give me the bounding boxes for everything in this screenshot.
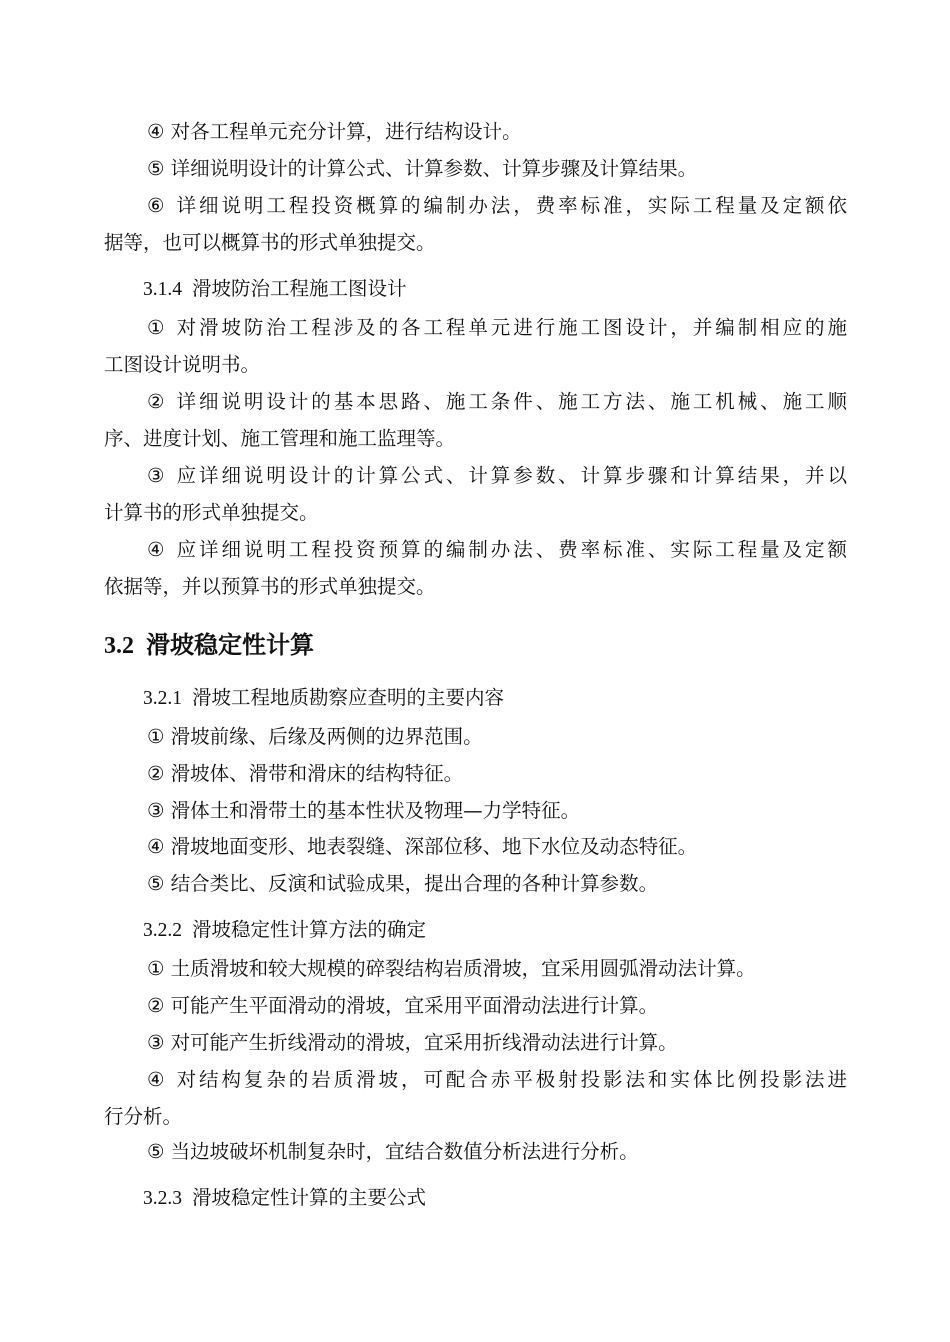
subsection-heading-3-2-1 bbox=[143, 685, 504, 712]
subsection-number: 3.2.1 bbox=[143, 688, 182, 709]
subsection-heading-3-2-2 bbox=[143, 917, 426, 944]
subsection-title: 滑坡稳定性计算方法的确定 bbox=[192, 918, 427, 941]
list-item: ② 详细说明设计的基本思路、施工条件、施工方法、施工机械、施工顺 bbox=[147, 390, 847, 413]
subsection-number: 3.1.4 bbox=[143, 279, 182, 300]
subsection-heading-3-2-3 bbox=[143, 1185, 426, 1212]
list-item-continuation: 工图设计说明书。 bbox=[104, 353, 261, 376]
list-item: ③ 应详细说明设计的计算公式、计算参数、计算步骤和计算结果，并以 bbox=[147, 464, 847, 487]
list-item-continuation: 行分析。 bbox=[104, 1105, 183, 1128]
list-item-continuation: 据等，也可以概算书的形式单独提交。 bbox=[104, 231, 436, 254]
section-heading-3-2 bbox=[104, 629, 314, 662]
list-item: ④ 对结构复杂的岩质滑坡，可配合赤平极射投影法和实体比例投影法进 bbox=[147, 1068, 847, 1091]
list-item-continuation: 序、进度计划、施工管理和施工监理等。 bbox=[104, 427, 456, 450]
list-item: ④ 滑坡地面变形、地表裂缝、深部位移、地下水位及动态特征。 bbox=[147, 835, 698, 858]
subsection-title: 滑坡稳定性计算的主要公式 bbox=[192, 1186, 427, 1209]
list-item: ⑥ 详细说明工程投资概算的编制办法，费率标准，实际工程量及定额依 bbox=[147, 194, 847, 217]
list-item-continuation: 依据等，并以预算书的形式单独提交。 bbox=[104, 575, 436, 598]
subsection-heading-3-1-4 bbox=[143, 276, 407, 303]
subsection-title: 滑坡工程地质勘察应查明的主要内容 bbox=[192, 686, 505, 709]
list-item: ① 对滑坡防治工程涉及的各工程单元进行施工图设计，并编制相应的施 bbox=[147, 316, 847, 339]
section-title: 滑坡稳定性计算 bbox=[146, 631, 314, 659]
subsection-number: 3.2.3 bbox=[143, 1188, 182, 1209]
list-item: ④ 应详细说明工程投资预算的编制办法、费率标准、实际工程量及定额 bbox=[147, 538, 847, 561]
list-item: ③ 对可能产生折线滑动的滑坡，宜采用折线滑动法进行计算。 bbox=[147, 1031, 678, 1054]
subsection-title: 滑坡防治工程施工图设计 bbox=[192, 277, 407, 300]
list-item: ② 滑坡体、滑带和滑床的结构特征。 bbox=[147, 762, 464, 785]
list-item: ② 可能产生平面滑动的滑坡，宜采用平面滑动法进行计算。 bbox=[147, 994, 659, 1017]
subsection-number: 3.2.2 bbox=[143, 920, 182, 941]
list-item: ③ 滑体土和滑带土的基本性状及物理—力学特征。 bbox=[147, 799, 581, 822]
list-item: ④ 对各工程单元充分计算，进行结构设计。 bbox=[147, 120, 522, 143]
list-item: ① 滑坡前缘、后缘及两侧的边界范围。 bbox=[147, 725, 483, 748]
list-item: ⑤ 当边坡破坏机制复杂时，宜结合数值分析法进行分析。 bbox=[147, 1140, 639, 1163]
list-item-continuation: 计算书的形式单独提交。 bbox=[104, 501, 319, 524]
section-number: 3.2 bbox=[104, 633, 134, 659]
list-item: ① 土质滑坡和较大规模的碎裂结构岩质滑坡，宜采用圆弧滑动法计算。 bbox=[147, 957, 756, 980]
list-item: ⑤ 详细说明设计的计算公式、计算参数、计算步骤及计算结果。 bbox=[147, 157, 698, 180]
list-item: ⑤ 结合类比、反演和试验成果，提出合理的各种计算参数。 bbox=[147, 872, 659, 895]
